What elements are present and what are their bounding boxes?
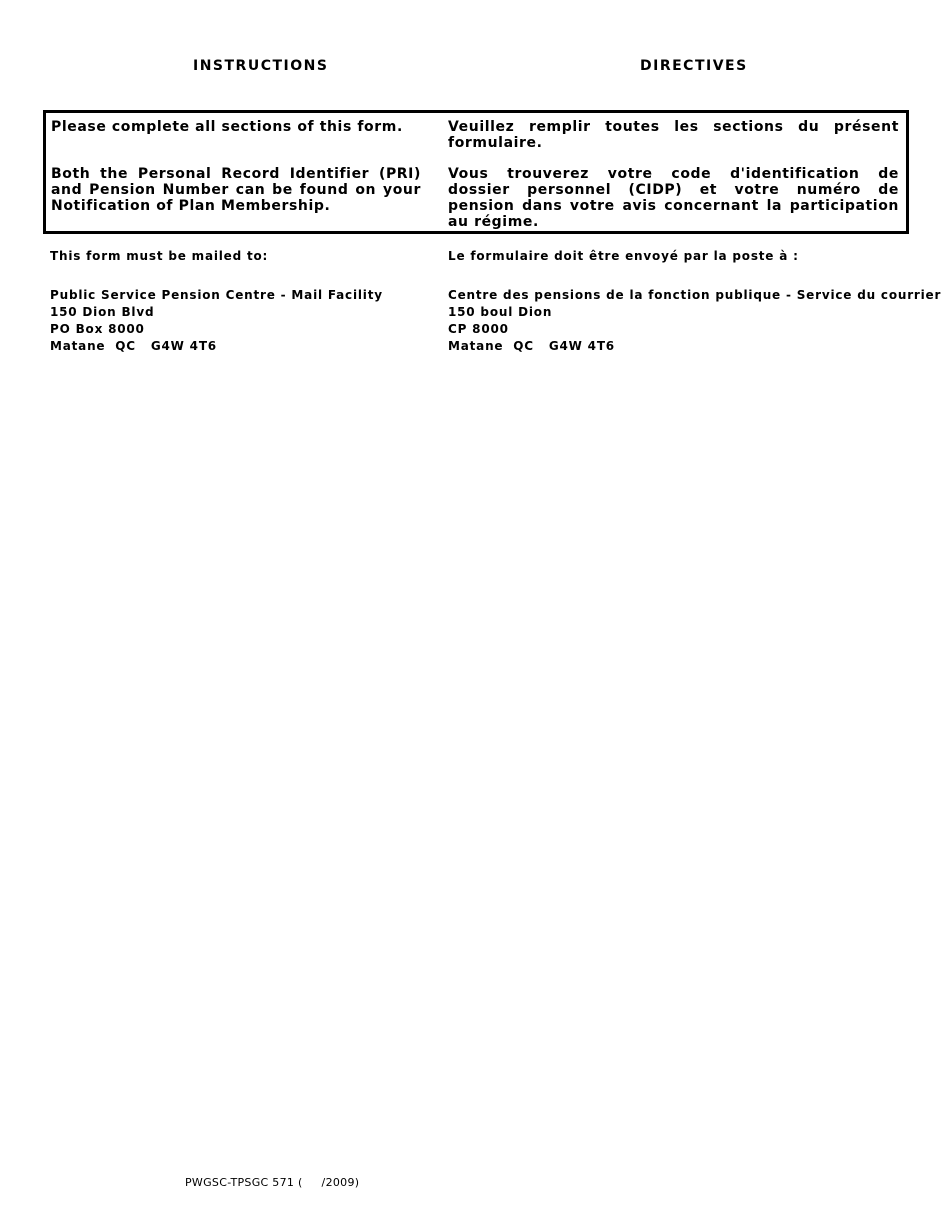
instruction-complete-fr: Veuillez remplir toutes les sections du présent formulaire.: [448, 119, 899, 151]
address-line: Matane QC G4W 4T6: [50, 339, 217, 353]
instruction-complete-en: Please complete all sections of this form.: [51, 119, 403, 135]
address-line: Public Service Pension Centre - Mail Facility: [50, 288, 383, 302]
mail-label-fr: Le formulaire doit être envoyé par la poste à :: [448, 249, 799, 263]
address-line: Centre des pensions de la fonction publique - Service du courrier: [448, 288, 942, 302]
mail-label-en: This form must be mailed to:: [50, 249, 269, 263]
mailing-address-fr: [448, 287, 942, 355]
instruction-pri-en: Both the Personal Record Identifier (PRI) and Pension Number can be found on your Notification of Plan Membership.: [51, 166, 421, 214]
form-number-footer: PWGSC-TPSGC 571 ( /2009): [185, 1176, 360, 1189]
address-line: 150 Dion Blvd: [50, 305, 155, 319]
instructions-box: [43, 110, 909, 234]
instructions-heading: INSTRUCTIONS: [193, 58, 329, 74]
address-line: CP 8000: [448, 322, 509, 336]
directives-heading: DIRECTIVES: [640, 58, 748, 74]
address-line: PO Box 8000: [50, 322, 145, 336]
mailing-address-en: [50, 287, 420, 355]
instruction-pri-fr: Vous trouverez votre code d'identification de dossier personnel (CIDP) et votre numéro de pension dans votre avis concernant la participation au régime.: [448, 166, 899, 230]
address-line: Matane QC G4W 4T6: [448, 339, 615, 353]
address-line: 150 boul Dion: [448, 305, 553, 319]
